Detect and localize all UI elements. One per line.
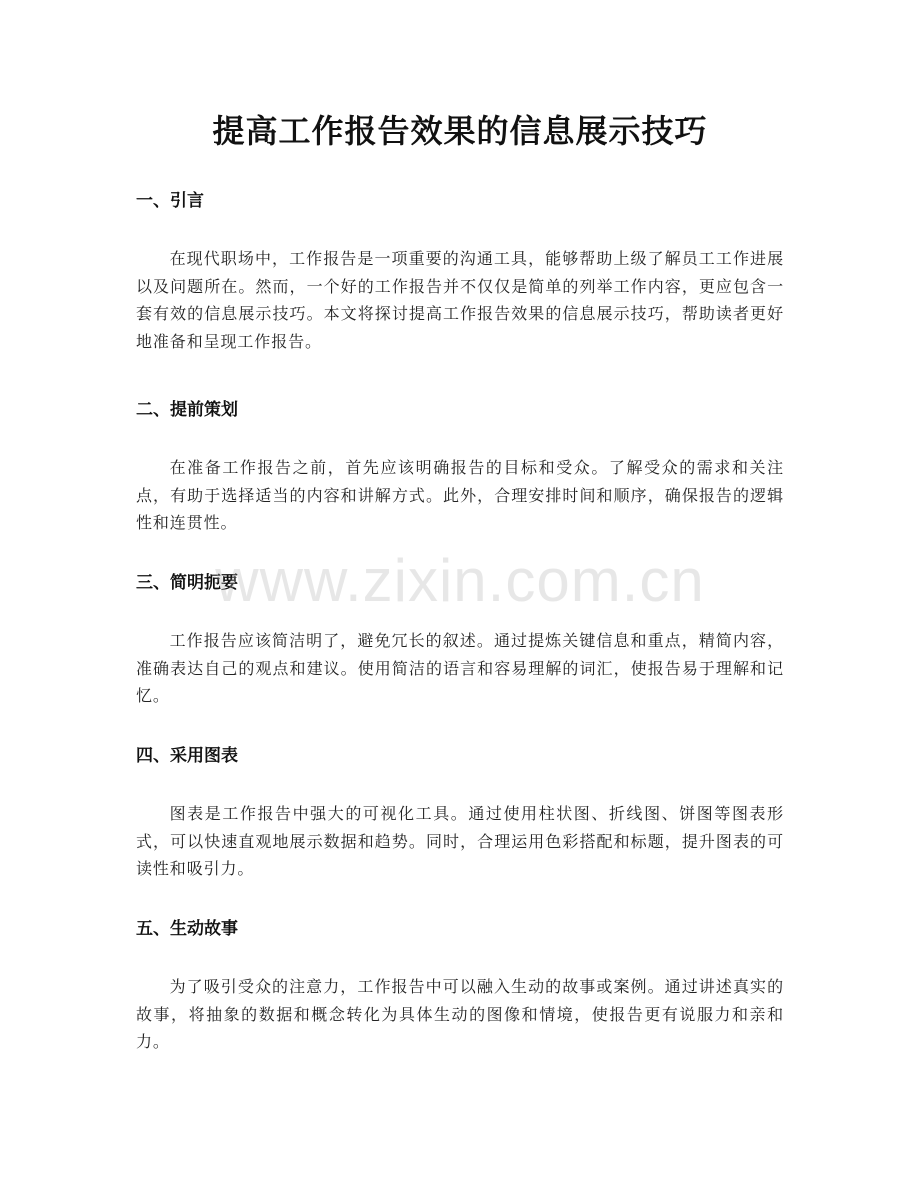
section-planning [136, 396, 784, 537]
section-introduction [136, 187, 784, 355]
section-paragraph: 为了吸引受众的注意力，工作报告中可以融入生动的故事或案例。通过讲述真实的故事，将抽象的数据和概念转化为具体生动的图像和情境，使报告更有说服力和亲和力。 [136, 977, 784, 1051]
section-concise [136, 569, 784, 710]
section-paragraph: 图表是工作报告中强大的可视化工具。通过使用柱状图、折线图、饼图等图表形式，可以快速直观地展示数据和趋势。同时，合理运用色彩搭配和标题，提升图表的可读性和吸引力。 [136, 804, 784, 878]
section-charts [136, 742, 784, 883]
watermark: www.zixin.com.cn [215, 547, 705, 614]
section-heading: 二、提前策划 [136, 400, 238, 420]
section-storytelling [136, 915, 784, 1056]
section-heading: 四、采用图表 [136, 746, 238, 766]
section-paragraph: 工作报告应该简洁明了，避免冗长的叙述。通过提炼关键信息和重点，精简内容，准确表达自己的观点和建议。使用简洁的语言和容易理解的词汇，使报告易于理解和记忆。 [136, 631, 784, 705]
section-heading: 三、简明扼要 [136, 573, 238, 593]
section-heading: 一、引言 [136, 191, 204, 211]
document-title: 提高工作报告效果的信息展示技巧 [212, 112, 708, 150]
section-heading: 五、生动故事 [136, 919, 238, 939]
section-paragraph: 在准备工作报告之前，首先应该明确报告的目标和受众。了解受众的需求和关注点，有助于选择适当的内容和讲解方式。此外，合理安排时间和顺序，确保报告的逻辑性和连贯性。 [136, 458, 784, 532]
section-paragraph: 在现代职场中，工作报告是一项重要的沟通工具，能够帮助上级了解员工工作进展以及问题所在。然而，一个好的工作报告并不仅仅是简单的列举工作内容，更应包含一套有效的信息展示技巧。本文将探讨提高工作报告效果的信息展示技巧，帮助读者更好地准备和呈现工作报告。 [136, 249, 784, 351]
